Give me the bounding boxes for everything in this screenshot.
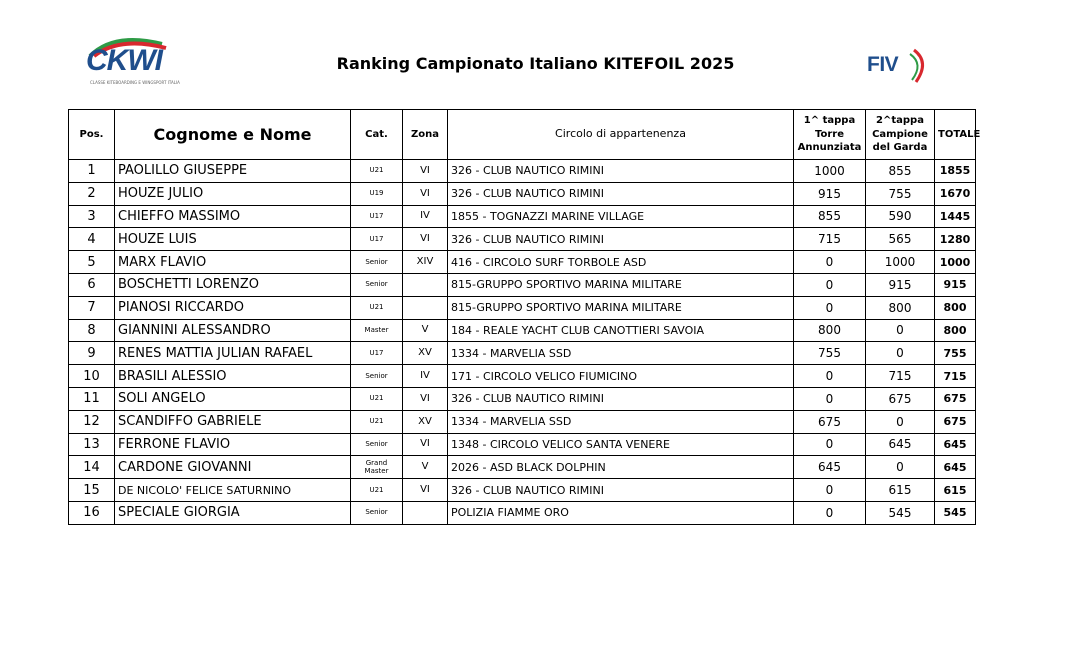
cell-pos: 9 bbox=[69, 342, 115, 365]
cell-stage-2: 0 bbox=[866, 342, 935, 365]
header-stage-1 bbox=[794, 110, 866, 160]
cell-club: 184 - REALE YACHT CLUB CANOTTIERI SAVOIA bbox=[448, 319, 794, 342]
cell-stage-2: 715 bbox=[866, 365, 935, 388]
cell-club: 1855 - TOGNAZZI MARINE VILLAGE bbox=[448, 205, 794, 228]
cell-pos: 5 bbox=[69, 251, 115, 274]
cell-pos: 12 bbox=[69, 410, 115, 433]
fiv-logo bbox=[864, 44, 934, 88]
header-stage-2-line1: 2^tappa bbox=[876, 115, 924, 127]
cell-stage-2: 855 bbox=[866, 160, 935, 183]
table-row bbox=[69, 205, 976, 228]
cell-cat: U19 bbox=[351, 182, 403, 205]
cell-club: 326 - CLUB NAUTICO RIMINI bbox=[448, 479, 794, 502]
cell-zona: XV bbox=[403, 410, 448, 433]
cell-total: 715 bbox=[935, 365, 976, 388]
cell-stage-1: 800 bbox=[794, 319, 866, 342]
table-row bbox=[69, 319, 976, 342]
header-stage-2 bbox=[866, 110, 935, 160]
cell-stage-1: 0 bbox=[794, 251, 866, 274]
cell-pos: 15 bbox=[69, 479, 115, 502]
cell-club: 326 - CLUB NAUTICO RIMINI bbox=[448, 387, 794, 410]
cell-cat: U21 bbox=[351, 410, 403, 433]
header-stage-1-line3: Annunziata bbox=[797, 142, 862, 154]
cell-cat: U21 bbox=[351, 160, 403, 183]
table-row bbox=[69, 410, 976, 433]
header-total: TOTALE bbox=[935, 110, 976, 160]
cell-club: 326 - CLUB NAUTICO RIMINI bbox=[448, 160, 794, 183]
cell-name: PAOLILLO GIUSEPPE bbox=[115, 160, 351, 183]
cell-zona bbox=[403, 501, 448, 524]
cell-total: 645 bbox=[935, 433, 976, 456]
cell-club: 326 - CLUB NAUTICO RIMINI bbox=[448, 182, 794, 205]
table-row bbox=[69, 160, 976, 183]
cell-name: RENES MATTIA JULIAN RAFAEL bbox=[115, 342, 351, 365]
cell-zona: VI bbox=[403, 387, 448, 410]
cell-zona: V bbox=[403, 456, 448, 479]
table-row bbox=[69, 228, 976, 251]
fiv-swoosh-icon bbox=[864, 44, 934, 88]
cell-stage-1: 0 bbox=[794, 365, 866, 388]
cell-club: POLIZIA FIAMME ORO bbox=[448, 501, 794, 524]
cell-pos: 10 bbox=[69, 365, 115, 388]
cell-cat: Senior bbox=[351, 433, 403, 456]
cell-name: GIANNINI ALESSANDRO bbox=[115, 319, 351, 342]
cell-stage-2: 0 bbox=[866, 410, 935, 433]
header-cat: Cat. bbox=[351, 110, 403, 160]
cell-total: 1670 bbox=[935, 182, 976, 205]
cell-zona bbox=[403, 273, 448, 296]
header-stage-1-line2: Torre bbox=[814, 128, 844, 140]
cell-zona: VI bbox=[403, 182, 448, 205]
cell-pos: 13 bbox=[69, 433, 115, 456]
cell-stage-2: 545 bbox=[866, 501, 935, 524]
cell-zona bbox=[403, 296, 448, 319]
cell-name: SOLI ANGELO bbox=[115, 387, 351, 410]
table-row bbox=[69, 182, 976, 205]
cell-stage-1: 1000 bbox=[794, 160, 866, 183]
table-row bbox=[69, 365, 976, 388]
table-row bbox=[69, 433, 976, 456]
cell-total: 800 bbox=[935, 296, 976, 319]
cell-total: 1445 bbox=[935, 205, 976, 228]
cell-club: 1334 - MARVELIA SSD bbox=[448, 410, 794, 433]
cell-total: 915 bbox=[935, 273, 976, 296]
table-row bbox=[69, 296, 976, 319]
cell-zona: IV bbox=[403, 365, 448, 388]
cell-stage-1: 915 bbox=[794, 182, 866, 205]
cell-zona: XV bbox=[403, 342, 448, 365]
cell-pos: 2 bbox=[69, 182, 115, 205]
table-row bbox=[69, 479, 976, 502]
cell-club: 815-GRUPPO SPORTIVO MARINA MILITARE bbox=[448, 273, 794, 296]
cell-total: 545 bbox=[935, 501, 976, 524]
cell-club: 171 - CIRCOLO VELICO FIUMICINO bbox=[448, 365, 794, 388]
header-pos: Pos. bbox=[69, 110, 115, 160]
cell-stage-1: 715 bbox=[794, 228, 866, 251]
cell-stage-2: 755 bbox=[866, 182, 935, 205]
cell-stage-1: 0 bbox=[794, 296, 866, 319]
cell-name: HOUZE JULIO bbox=[115, 182, 351, 205]
cell-cat: U17 bbox=[351, 228, 403, 251]
cell-stage-2: 0 bbox=[866, 319, 935, 342]
cell-zona: VI bbox=[403, 228, 448, 251]
cell-zona: VI bbox=[403, 479, 448, 502]
cell-name: DE NICOLO' FELICE SATURNINO bbox=[115, 479, 351, 502]
cell-stage-1: 645 bbox=[794, 456, 866, 479]
table-row bbox=[69, 273, 976, 296]
cell-name: FERRONE FLAVIO bbox=[115, 433, 351, 456]
cell-cat: Senior bbox=[351, 273, 403, 296]
cell-stage-2: 645 bbox=[866, 433, 935, 456]
header-zona: Zona bbox=[403, 110, 448, 160]
cell-pos: 3 bbox=[69, 205, 115, 228]
cell-cat: U17 bbox=[351, 205, 403, 228]
cell-total: 675 bbox=[935, 387, 976, 410]
header-club: Circolo di appartenenza bbox=[448, 110, 794, 160]
ckwi-logo-tagline: CLASSE KITEBOARDING E WINGSPORT ITALIA bbox=[90, 80, 180, 85]
cell-cat: U21 bbox=[351, 479, 403, 502]
table-row bbox=[69, 456, 976, 479]
cell-stage-2: 800 bbox=[866, 296, 935, 319]
cell-name: SPECIALE GIORGIA bbox=[115, 501, 351, 524]
cell-stage-1: 0 bbox=[794, 387, 866, 410]
cell-stage-1: 855 bbox=[794, 205, 866, 228]
cell-cat: Senior bbox=[351, 501, 403, 524]
cell-cat: Senior bbox=[351, 365, 403, 388]
cell-name: CHIEFFO MASSIMO bbox=[115, 205, 351, 228]
cell-name: PIANOSI RICCARDO bbox=[115, 296, 351, 319]
header-name: Cognome e Nome bbox=[115, 110, 351, 160]
cell-stage-1: 0 bbox=[794, 479, 866, 502]
cell-name: SCANDIFFO GABRIELE bbox=[115, 410, 351, 433]
cell-zona: IV bbox=[403, 205, 448, 228]
cell-cat: Grand Master bbox=[351, 456, 403, 479]
cell-cat: Senior bbox=[351, 251, 403, 274]
cell-pos: 16 bbox=[69, 501, 115, 524]
cell-stage-1: 755 bbox=[794, 342, 866, 365]
cell-stage-1: 0 bbox=[794, 273, 866, 296]
cell-cat: U17 bbox=[351, 342, 403, 365]
cell-stage-2: 615 bbox=[866, 479, 935, 502]
cell-zona: VI bbox=[403, 160, 448, 183]
ckwi-logo-text: CKWI bbox=[86, 44, 162, 77]
cell-club: 1348 - CIRCOLO VELICO SANTA VENERE bbox=[448, 433, 794, 456]
cell-pos: 6 bbox=[69, 273, 115, 296]
header-stage-2-line2: Campione bbox=[872, 128, 928, 140]
table-row bbox=[69, 501, 976, 524]
cell-stage-2: 915 bbox=[866, 273, 935, 296]
cell-total: 615 bbox=[935, 479, 976, 502]
cell-pos: 4 bbox=[69, 228, 115, 251]
page-title: Ranking Campionato Italiano KITEFOIL 2025 bbox=[336, 54, 735, 73]
cell-club: 815-GRUPPO SPORTIVO MARINA MILITARE bbox=[448, 296, 794, 319]
cell-stage-2: 590 bbox=[866, 205, 935, 228]
cell-name: BOSCHETTI LORENZO bbox=[115, 273, 351, 296]
cell-total: 1855 bbox=[935, 160, 976, 183]
cell-zona: V bbox=[403, 319, 448, 342]
fiv-logo-text: FIV bbox=[867, 53, 899, 76]
table-row bbox=[69, 251, 976, 274]
cell-club: 326 - CLUB NAUTICO RIMINI bbox=[448, 228, 794, 251]
cell-stage-1: 675 bbox=[794, 410, 866, 433]
cell-stage-2: 1000 bbox=[866, 251, 935, 274]
cell-club: 1334 - MARVELIA SSD bbox=[448, 342, 794, 365]
cell-pos: 1 bbox=[69, 160, 115, 183]
cell-pos: 11 bbox=[69, 387, 115, 410]
cell-total: 755 bbox=[935, 342, 976, 365]
cell-stage-1: 0 bbox=[794, 501, 866, 524]
cell-cat: U21 bbox=[351, 387, 403, 410]
cell-zona: VI bbox=[403, 433, 448, 456]
cell-name: BRASILI ALESSIO bbox=[115, 365, 351, 388]
cell-pos: 7 bbox=[69, 296, 115, 319]
cell-total: 645 bbox=[935, 456, 976, 479]
cell-pos: 8 bbox=[69, 319, 115, 342]
cell-total: 675 bbox=[935, 410, 976, 433]
cell-club: 416 - CIRCOLO SURF TORBOLE ASD bbox=[448, 251, 794, 274]
table-row bbox=[69, 387, 976, 410]
cell-club: 2026 - ASD BLACK DOLPHIN bbox=[448, 456, 794, 479]
cell-total: 1280 bbox=[935, 228, 976, 251]
cell-stage-2: 675 bbox=[866, 387, 935, 410]
cell-name: CARDONE GIOVANNI bbox=[115, 456, 351, 479]
cell-name: HOUZE LUIS bbox=[115, 228, 351, 251]
cell-total: 1000 bbox=[935, 251, 976, 274]
ranking-table bbox=[68, 109, 981, 525]
cell-stage-2: 565 bbox=[866, 228, 935, 251]
cell-stage-1: 0 bbox=[794, 433, 866, 456]
cell-total: 800 bbox=[935, 319, 976, 342]
cell-stage-2: 0 bbox=[866, 456, 935, 479]
cell-pos: 14 bbox=[69, 456, 115, 479]
header-stage-1-line1: 1^ tappa bbox=[803, 115, 856, 127]
cell-cat: Master bbox=[351, 319, 403, 342]
cell-zona: XIV bbox=[403, 251, 448, 274]
header-stage-2-line3: del Garda bbox=[872, 142, 928, 154]
table-header-row bbox=[69, 110, 976, 160]
cell-name: MARX FLAVIO bbox=[115, 251, 351, 274]
table-row bbox=[69, 342, 976, 365]
cell-cat: U21 bbox=[351, 296, 403, 319]
